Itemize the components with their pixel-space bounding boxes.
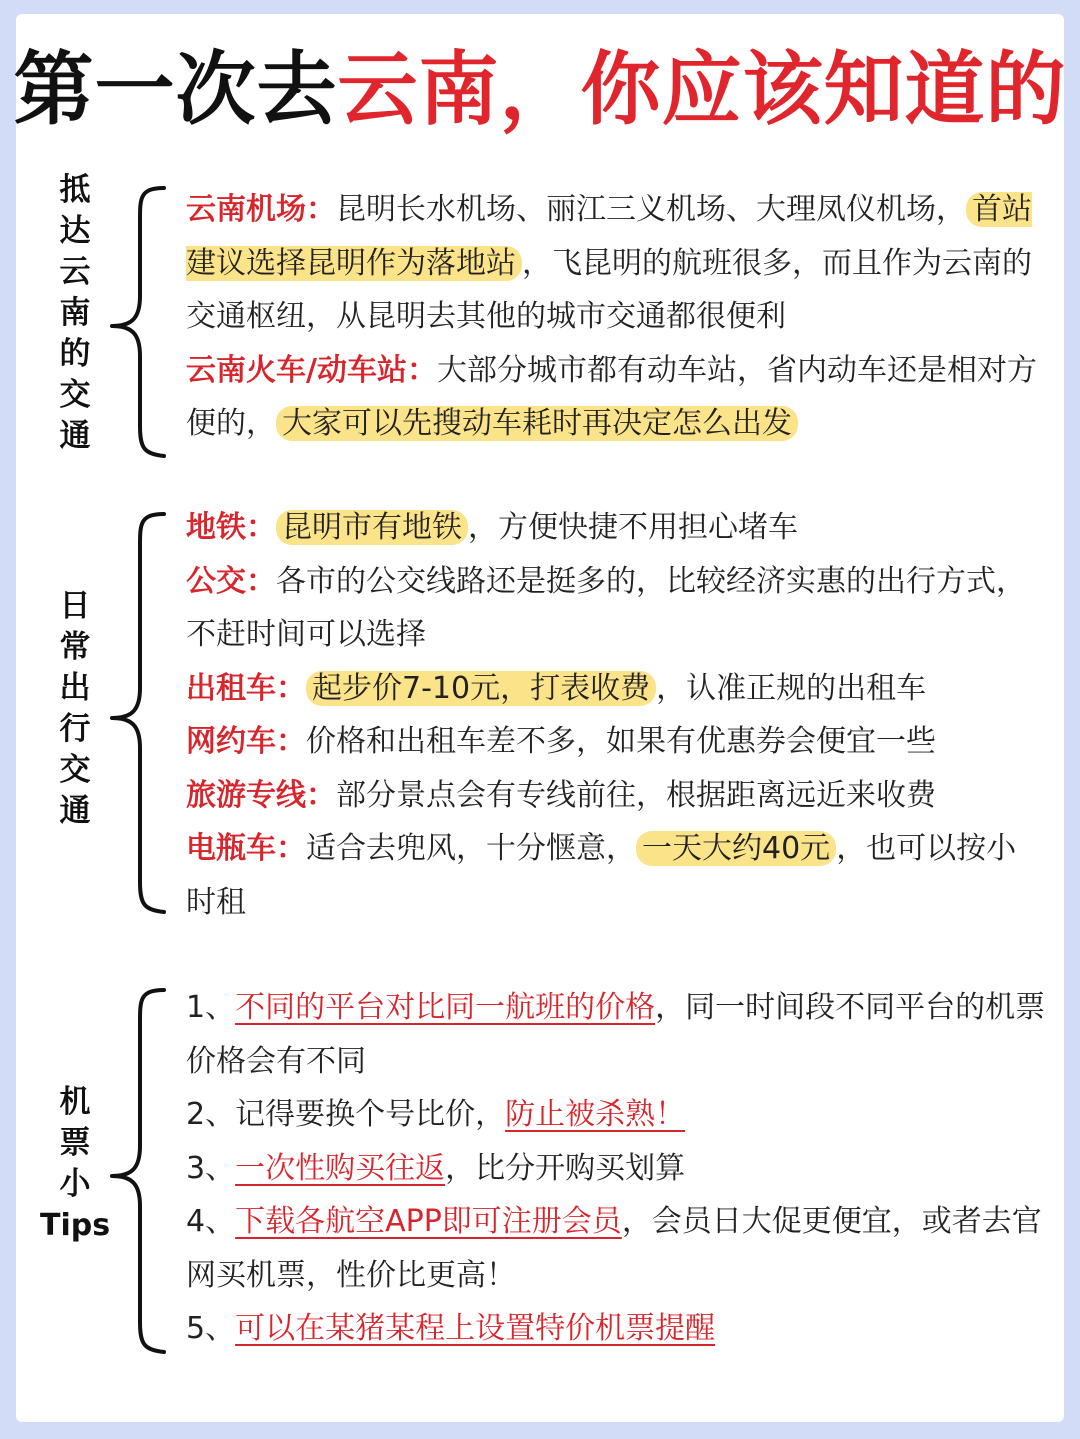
item-key: 旅游专线： bbox=[186, 777, 336, 813]
section-label bbox=[40, 1082, 110, 1247]
list-item bbox=[186, 183, 1046, 344]
item-key: 出租车： bbox=[186, 670, 306, 706]
section-ticket-tips bbox=[0, 978, 1080, 1368]
section-content bbox=[186, 981, 1046, 1356]
item-text: ，认准正规的出租车 bbox=[656, 670, 927, 706]
section-label bbox=[40, 170, 110, 457]
item-text: 大部分城市都有动车站，省内动车还是相对方便的， bbox=[186, 352, 1037, 441]
item-text: 价格和出租车差不多，如果有优惠券会便宜一些 bbox=[306, 724, 936, 759]
section-label-en: Tips bbox=[40, 1208, 111, 1243]
section-label bbox=[40, 586, 110, 832]
item-underline: 可以在某猪某程上设置特价机票提醒 bbox=[235, 1311, 716, 1346]
list-item bbox=[186, 662, 1046, 716]
section-daily bbox=[0, 498, 1080, 938]
item-text: 记得要换个号比价， bbox=[235, 1097, 506, 1132]
item-highlight: 一天大约40元 bbox=[636, 831, 836, 866]
list-item bbox=[186, 501, 1046, 555]
item-text: ，飞昆明的航班很多，而且作为云南的交通枢纽，从昆明去其他的城市交通都很便利 bbox=[186, 245, 1032, 334]
item-underline: 一次性购买往返 bbox=[235, 1150, 446, 1186]
item-text: ，同一时间段不同平台的机票价格会有不同 bbox=[186, 990, 1046, 1079]
title-part2: 云南，你应该知道的 bbox=[337, 43, 1067, 136]
item-highlight: 首站建议选择昆明作为落地站 bbox=[186, 192, 1032, 281]
item-key: 云南机场： bbox=[186, 192, 336, 227]
item-text: 部分景点会有专线前往，根据距离远近来收费 bbox=[336, 777, 936, 813]
section-label-text: 抵达云南的交通 bbox=[59, 172, 91, 454]
list-item bbox=[186, 822, 1046, 929]
item-number: 1、 bbox=[186, 990, 236, 1025]
item-text: 各市的公交线路还是挺多的，比较经济实惠的出行方式，不赶时间可以选择 bbox=[186, 563, 1026, 652]
section-content bbox=[186, 183, 1046, 451]
item-number: 5、 bbox=[186, 1311, 236, 1346]
item-key: 云南火车/动车站： bbox=[186, 352, 437, 388]
brace-icon bbox=[108, 988, 170, 1354]
brace-icon bbox=[108, 512, 170, 914]
item-text: 昆明长水机场、丽江三义机场、大理凤仪机场， bbox=[336, 192, 966, 227]
list-item bbox=[186, 1088, 1046, 1142]
item-text: 适合去兜风，十分惬意， bbox=[306, 831, 636, 866]
section-label-text: 日常出行交通 bbox=[59, 588, 91, 829]
item-key: 电瓶车： bbox=[186, 831, 306, 866]
item-text: ，也可以按小时租 bbox=[186, 831, 1017, 920]
section-arrival bbox=[0, 168, 1080, 468]
item-highlight: 昆明市有地铁 bbox=[276, 510, 468, 545]
list-item bbox=[186, 1302, 1046, 1356]
page-title bbox=[0, 40, 1080, 140]
section-content bbox=[186, 501, 1046, 929]
item-key: 公交： bbox=[186, 563, 276, 599]
section-label-text: 机票小 bbox=[59, 1084, 91, 1202]
list-item bbox=[186, 1195, 1046, 1302]
item-number: 4、 bbox=[186, 1204, 236, 1239]
list-item bbox=[186, 981, 1046, 1088]
item-number: 2、 bbox=[186, 1097, 236, 1132]
item-text: ，比分开购买划算 bbox=[445, 1150, 686, 1186]
item-key: 地铁： bbox=[186, 510, 276, 545]
list-item bbox=[186, 555, 1046, 662]
item-highlight: 大家可以先搜动车耗时再决定怎么出发 bbox=[276, 406, 798, 441]
list-item bbox=[186, 344, 1046, 451]
item-key: 网约车： bbox=[186, 724, 306, 759]
item-number: 3、 bbox=[186, 1150, 236, 1186]
item-highlight: 起步价7-10元，打表收费 bbox=[306, 671, 656, 706]
title-part1: 第一次去 bbox=[13, 43, 338, 136]
item-text: ，会员日大促更便宜，或者去官网买机票，性价比更高！ bbox=[186, 1204, 1042, 1293]
item-underline: 不同的平台对比同一航班的价格 bbox=[235, 990, 656, 1025]
list-item bbox=[186, 769, 1046, 823]
list-item bbox=[186, 715, 1046, 769]
list-item bbox=[186, 1142, 1046, 1196]
brace-icon bbox=[108, 186, 170, 458]
item-underline: 防止被杀熟！ bbox=[505, 1097, 686, 1132]
item-text: ，方便快捷不用担心堵车 bbox=[468, 510, 798, 545]
item-underline: 下载各航空APP即可注册会员 bbox=[235, 1204, 622, 1239]
